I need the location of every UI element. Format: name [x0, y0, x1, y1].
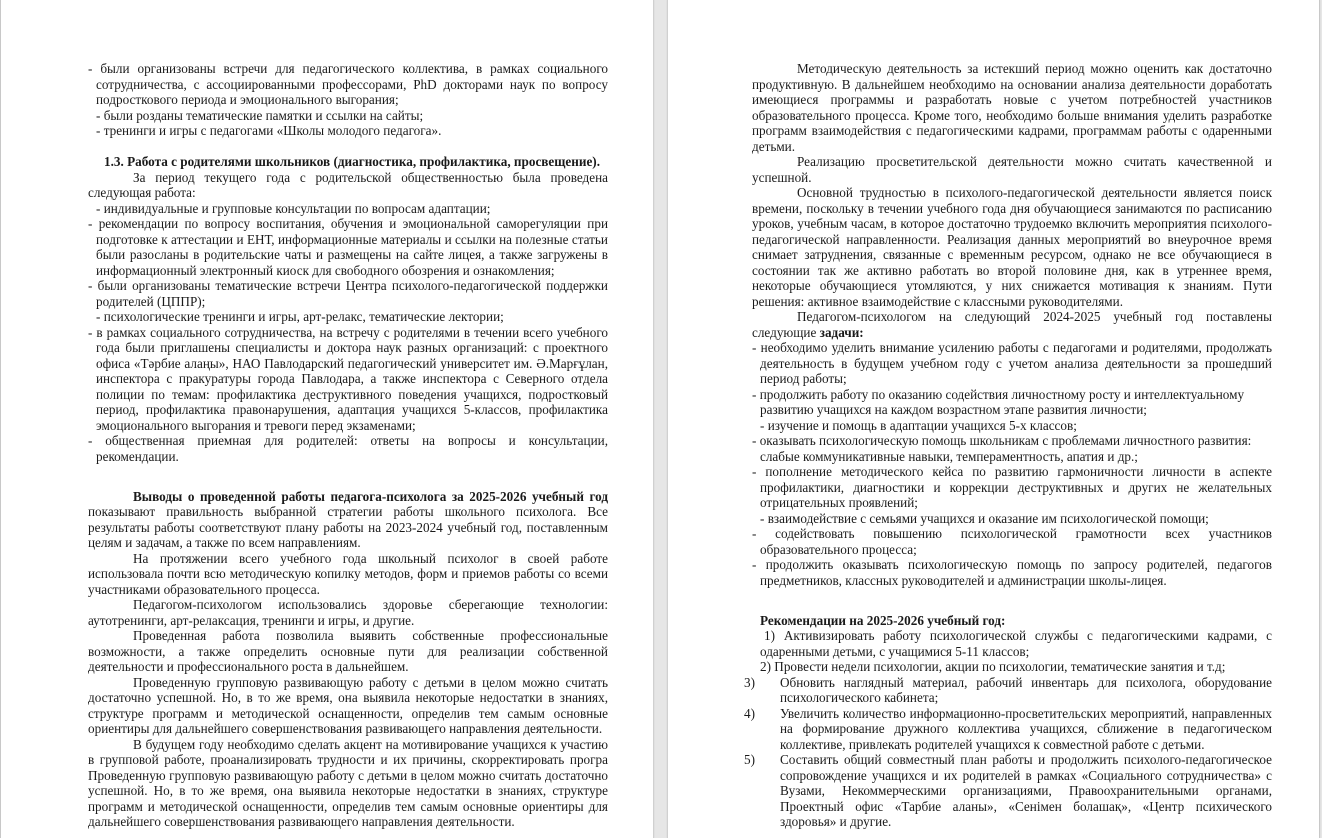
- paragraph: Проведенная работа позволила выявить собственные профессиональные возможности, а также определить основные пути для реализации собственной деятельности и профессионального роста в дальнейшем.: [88, 628, 608, 674]
- tasks-label: задачи:: [819, 324, 864, 340]
- document-page-right: [667, 0, 1320, 838]
- item-text: Составить общий совместный план работы и продолжить психолого-педагогическое сопровождение учащихся и их родителей в рамках «Социального сотрудничества» с Вузами, Некоммерческими организациями, Правоохранительными органами, Проектный офис «Тарбие аланы», «Сенімен болашақ», «Центр психического здоровья» и другие.: [780, 752, 1272, 829]
- recommendation-item: [744, 752, 1272, 830]
- task-item: - содействовать повышению психологической грамотности всех участников образовательного процесса;: [752, 526, 1272, 557]
- item-number: 1): [764, 628, 775, 643]
- item-text: Провести недели психологии, акции по психологии, тематические занятия и т.д;: [774, 659, 1226, 674]
- task-item: - продолжить оказывать психологическую помощь по запросу родителей, педагогов предметников, классных руководителей и администрации школы-лицея.: [752, 557, 1272, 588]
- item-number: 4): [744, 705, 755, 721]
- conclusions-text: показывают правильность выбранной стратегии работы школьного психолога. Все результаты работы соответствуют плану работы на 2023-2024 учебный год, поставленным целям и задачам, а также по всем направлениям.: [88, 504, 608, 550]
- item-number: 3): [744, 674, 755, 690]
- paragraph: Реализацию просветительской деятельности можно считать качественной и успешной.: [752, 154, 1272, 185]
- task-item: - необходимо уделить внимание усилению работы с педагогами и родителями, продолжать деятельность в будущем учебном году с учетом анализа деятельности за прошедший период работы;: [752, 340, 1272, 386]
- item-number: 5): [744, 752, 755, 767]
- item-text: Активизировать работу психологической службы с педагогическими кадрами, с одаренными детьми, с учащимися 5-11 классов;: [760, 628, 1272, 659]
- item-text: Обновить наглядный материал, рабочий инвентарь для психолога, оборудование психологического кабинета;: [780, 674, 1272, 705]
- paragraph: В будущем году необходимо сделать акцент на мотивирование учащихся к участию в групповой работе, проанализировать трудности и их причины, скорректировать програ Проведенную групповую развивающую работу с детьми в целом можно считать достаточно успешной. Но, в то же время, она выявила некоторые недостатки в знаниях, структуре программ и методической оснащенности, определив тем самым основные ориентиры для дальнейшего совершенствования развивающего направления деятельности.: [88, 736, 608, 829]
- paragraph: На протяжении всего учебного года школьный психолог в своей работе использовала почти всю методическую копилку методов, форм и приемов работы со всеми участниками образовательного процесса.: [88, 550, 608, 597]
- tasks-intro: [752, 309, 1272, 340]
- list-item: - были розданы тематические памятки и ссылки на сайты;: [96, 107, 424, 123]
- list-item: - психологические тренинги и игры, арт-релакс, тематические лектории;: [96, 309, 504, 324]
- item-number: 2): [760, 659, 771, 674]
- task-item: - изучение и помощь в адаптации учащихся 5-х классов;: [760, 417, 1077, 433]
- page-content: [88, 61, 608, 830]
- paragraph: Методическую деятельность за истекший период можно оценить как достаточно продуктивную. В дальнейшем необходимо на основании анализа деятельности доработать имеющиеся программы и разработать новые с учетом потребностей участников образовательного процесса. Кроме того, необходимо больше внимания уделить разработке программ взаимодействия с педагогическими кадрами, программам работы с одаренными детьми.: [752, 61, 1272, 154]
- conclusions-paragraph: [88, 489, 608, 551]
- recommendations-heading: Рекомендации на 2025-2026 учебный год:: [760, 612, 1006, 628]
- list-item: - индивидуальные и групповые консультации по вопросам адаптации;: [96, 200, 491, 216]
- task-item: - взаимодействие с семьями учащихся и оказание им психологической помощи;: [760, 510, 1209, 526]
- task-item: - продолжить работу по оказанию содействия личностному росту и интеллектуальному развитию учащихся на каждом возрастном этапе развития личности;: [752, 386, 1245, 417]
- paragraph: За период текущего года с родительской общественностью была проведена следующая работа:: [88, 169, 608, 200]
- conclusions-heading: Выводы о проведенной работы педагога-психолога за 2025-2026 учебный год: [133, 488, 608, 504]
- paragraph: Проведенную групповую развивающую работу с детьми в целом можно считать достаточно успешной. Но, в то же время, она выявила некоторые недостатки в знаниях, структуре программ и методической оснащенности, определив тем самым основные ориентиры для дальнейшего совершенствования развивающего направления деятельности.: [88, 674, 608, 736]
- page-content: [744, 61, 1272, 830]
- paragraph: Основной трудностью в психолого-педагогической деятельности является поиск времени, поскольку в течении учебного года дня обучающиеся занимаются по расписанию уроков, учебным часам, в которое достаточно трудоемко включить мероприятия психолого-педагогической направленности. Реализация данных мероприятий во внеурочное время снимает затруднения, связанные с временным ресурсом, однако не все обучающиеся в состоянии так же активно работать во второй половине дня, как в утреннее время, некоторые обучающиеся утомляются, у них снижается мотивация к знаниям. Пути решения: активное взаимодействие с классными руководителями.: [752, 185, 1272, 309]
- document-page-left: [0, 0, 654, 838]
- recommendation-item: [744, 705, 1272, 753]
- list-item: - тренинги и игры с педагогами «Школы молодого педагога».: [96, 123, 442, 138]
- recommendation-item: [752, 628, 1272, 659]
- recommendation-item: [744, 674, 1272, 706]
- task-item: - пополнение методического кейса по развитию гармоничности личности в аспекте профилактики, диагностики и коррекции деструктивных и других не желательных отрицательных проявлений;: [752, 464, 1272, 510]
- recommendation-item: [752, 659, 1272, 675]
- paragraph: Педагогом-психологом использовались здоровье сберегающие технологии: аутотренинги, арт-релаксация, тренинги и игры, и другие.: [88, 597, 608, 628]
- task-item: - оказывать психологическую помощь школьникам с проблемами личностного развития: слабые коммуникативные навыки, темпераментность, апатия и др.;: [752, 433, 1252, 464]
- item-text: Увеличить количество информационно-просветительских мероприятий, направленных на формирование дружного коллектива учащихся, сближение в педагогическом коллективе, привлекать родителей учащихся к совместной работе с детьми.: [780, 705, 1272, 752]
- list-item: - в рамках социального сотрудничества, на встречу с родителями в течении всего учебного года были приглашены специалисты и доктора наук разных организаций: с проектного офиса «Тәрбие алаңы», НАО Павлодарский педагогический университет им. Ә.Марғұлан, инспектора с пракуратуры города Павлодара, а также инспектора с Северного отдела полиции по темам: профилактика деструктивного поведения учащихся, подростковый период, профилактика правонарушения, адаптация учащихся 5-классов, профилактика эмоционального выгорания и тревоги перед экзаменами;: [88, 324, 608, 433]
- list-item: - были организованы тематические встречи Центра психолого-педагогической поддержки родителей (ЦППР);: [88, 278, 608, 309]
- list-item: - рекомендации по вопросу воспитания, обучения и эмоциональной саморегуляции при подготовке к аттестации и ЕНТ, информационные материалы и ссылки на полезные статьи были разосланы в родительские чаты и размещены на сайте лицея, а также загружены в информационный электронный киоск для свободного обозрения и ознакомления;: [88, 216, 608, 278]
- section-heading: 1.3. Работа с родителями школьников (диагностика, профилактика, просвещение).: [104, 154, 600, 169]
- list-item: - были организованы встречи для педагогического коллектива, в рамках социального сотрудничества, с ассоциированными профессорами, PhD докторами наук по вопросу подросткового периода и эмоционального выгорания;: [88, 61, 608, 107]
- list-item: - общественная приемная для родителей: ответы на вопросы и консультации, рекомендации.: [88, 433, 608, 464]
- tasks-intro-text: Педагогом-психологом на следующий 2024-2025 учебный год поставлены следующие: [752, 309, 1272, 340]
